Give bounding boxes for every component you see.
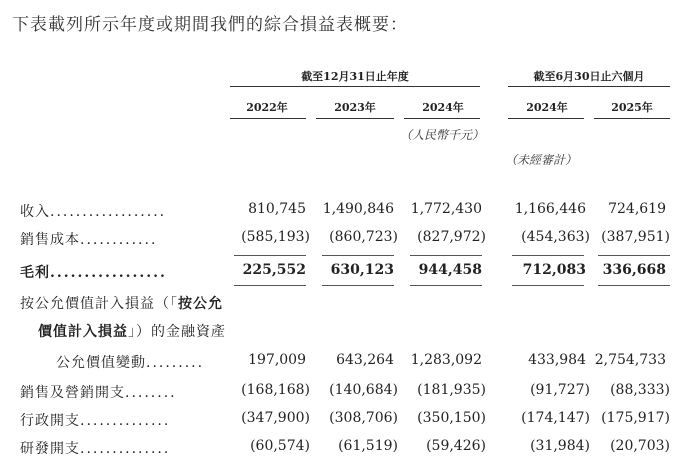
- table-row-revenue: [0, 201, 692, 225]
- year-rule-2024-half: [508, 118, 584, 119]
- row-label: 行政開支..............: [20, 413, 171, 429]
- annual-group-rule: [230, 86, 480, 87]
- half-group-header: 截至6月30日止六個月: [533, 70, 645, 83]
- half-group-rule: [508, 86, 670, 87]
- cell-value: (181,935): [417, 382, 486, 398]
- year-header-2025-half: 2025年: [611, 101, 653, 114]
- cell-value: (175,917): [601, 410, 670, 426]
- table-row-selling-marketing: [0, 382, 692, 406]
- cell-value: 197,009: [248, 352, 306, 368]
- cell-value: 2,754,733: [594, 352, 666, 368]
- cell-value: (347,900): [241, 410, 310, 426]
- subtotal-rule: [512, 255, 584, 256]
- cell-value: 643,264: [336, 352, 394, 368]
- subtotal-rule: [322, 255, 394, 256]
- row-label: 收入..................: [20, 204, 167, 220]
- cell-value: 724,619: [608, 201, 666, 217]
- row-label: 公允價值變動.........: [56, 355, 205, 371]
- cell-value: (59,426): [426, 438, 486, 454]
- currency-note: （人民幣千元）: [400, 128, 485, 142]
- year-rule-2023: [316, 118, 394, 119]
- subtotal-rule: [410, 255, 482, 256]
- cell-value: 712,083: [522, 262, 586, 278]
- subtotal-rule: [322, 285, 394, 286]
- cell-value: (585,193): [241, 229, 310, 245]
- year-header-2023: 2023年: [334, 101, 376, 114]
- year-header-2022: 2022年: [246, 101, 288, 114]
- cell-value: 225,552: [242, 262, 306, 278]
- row-label: 毛利.................: [20, 265, 167, 281]
- annual-group-header: 截至12月31日止年度: [301, 70, 409, 83]
- table-row-research-development: [0, 438, 692, 462]
- subtotal-rule: [598, 255, 670, 256]
- intro-text: 下表載列所示年度或期間我們的綜合損益表概要：: [12, 15, 408, 35]
- cell-value: 1,490,846: [322, 201, 394, 217]
- subtotal-rule: [512, 285, 584, 286]
- unaudited-note: （未經審計）: [505, 153, 578, 167]
- cell-value: (168,168): [241, 382, 310, 398]
- cell-value: 336,668: [602, 262, 666, 278]
- table-row-administrative: [0, 410, 692, 434]
- cell-value: (20,703): [610, 438, 670, 454]
- cell-value: (88,333): [610, 382, 670, 398]
- cell-value: (860,723): [329, 229, 398, 245]
- row-label: 研發開支..............: [20, 441, 171, 457]
- cell-value: 1,166,446: [514, 201, 586, 217]
- subtotal-rule: [234, 255, 306, 256]
- cell-value: (827,972): [417, 229, 486, 245]
- table-row-fair-value-changes: [0, 352, 692, 376]
- subtotal-rule: [598, 285, 670, 286]
- cell-value: (31,984): [530, 438, 590, 454]
- fv-label-line2: 價值計入損益」）的金融資產: [38, 324, 226, 340]
- cell-value: (140,684): [329, 382, 398, 398]
- cell-value: 1,772,430: [410, 201, 482, 217]
- row-label: 銷售及營銷開支........: [20, 385, 177, 401]
- fv-label-line1: 按公允價值計入損益（「按公允: [20, 296, 223, 312]
- cell-value: 1,283,092: [410, 352, 482, 368]
- cell-value: 433,984: [528, 352, 586, 368]
- cell-value: (308,706): [329, 410, 398, 426]
- year-header-2024: 2024年: [422, 101, 464, 114]
- cell-value: 630,123: [330, 262, 394, 278]
- cell-value: 810,745: [248, 201, 306, 217]
- table-row-cost-of-sales: [0, 229, 692, 253]
- cell-value: (61,519): [338, 438, 398, 454]
- subtotal-rule: [410, 285, 482, 286]
- year-header-2024-half: 2024年: [526, 101, 568, 114]
- row-label: 銷售成本............: [20, 232, 158, 248]
- cell-value: (91,727): [530, 382, 590, 398]
- cell-value: (350,150): [417, 410, 486, 426]
- cell-value: (387,951): [601, 229, 670, 245]
- table-row-gross-profit: [0, 262, 692, 286]
- year-rule-2024: [404, 118, 480, 119]
- cell-value: (174,147): [521, 410, 590, 426]
- cell-value: 944,458: [418, 262, 482, 278]
- cell-value: (454,363): [521, 229, 590, 245]
- year-rule-2025-half: [594, 118, 670, 119]
- subtotal-rule: [234, 285, 306, 286]
- year-rule-2022: [230, 118, 306, 119]
- cell-value: (60,574): [250, 438, 310, 454]
